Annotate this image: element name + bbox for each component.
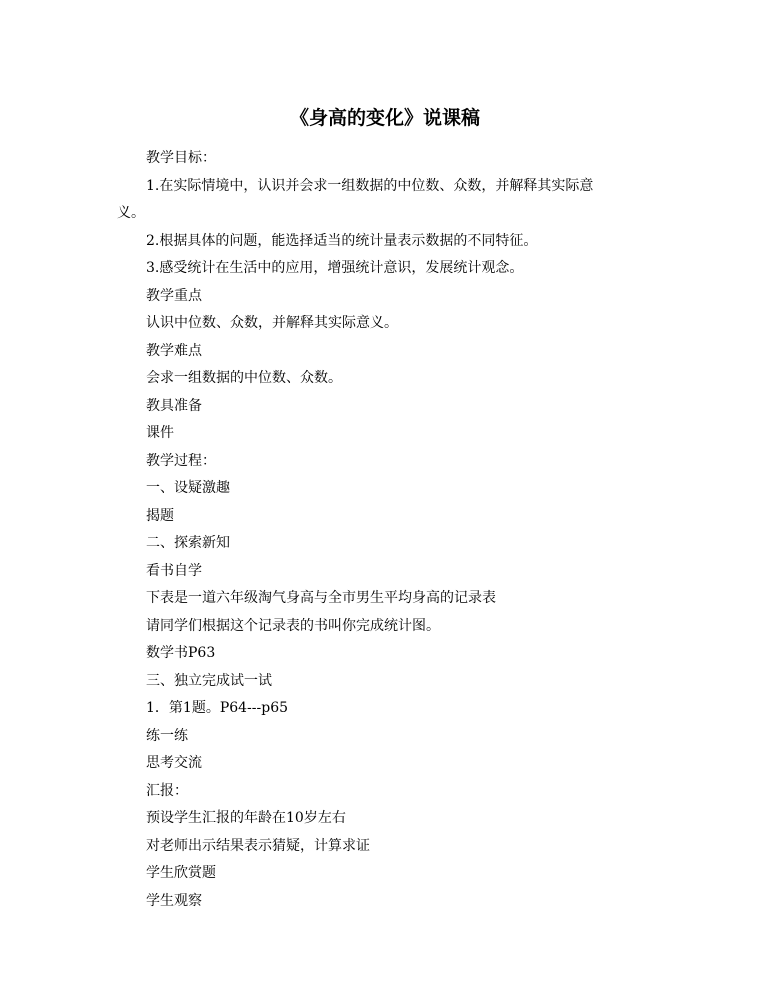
paragraph-line: 义。 (117, 205, 145, 221)
paragraph-line: 对老师出示结果表示猜疑，计算求证 (146, 837, 370, 854)
document-body (117, 145, 657, 915)
paragraph-line: 1.在实际情境中，认识并会求一组数据的中位数、众数，并解释其实际意 (146, 177, 594, 194)
paragraph-line: 学生欣赏题 (146, 865, 216, 881)
paragraph-line: 会求一组数据的中位数、众数。 (146, 370, 342, 386)
paragraph-line: 数学书P63 (146, 645, 216, 661)
paragraph-line: 下表是一道六年级淘气身高与全市男生平均身高的记录表 (146, 590, 496, 606)
paragraph-line: 三、独立完成试一试 (146, 672, 272, 689)
paragraph-line: 预设学生汇报的年龄在10岁左右 (146, 810, 346, 826)
paragraph-line: 教学难点 (146, 342, 202, 359)
paragraph-line: 思考交流 (146, 755, 202, 771)
paragraph-line: 1．第1题。P64---p65 (146, 700, 289, 716)
paragraph-line: 2.根据具体的问题，能选择适当的统计量表示数据的不同特征。 (146, 232, 538, 249)
paragraph-line: 请同学们根据这个记录表的书叫你完成统计图。 (146, 617, 440, 634)
paragraph-line: 教学过程： (146, 452, 216, 469)
paragraph-line: 课件 (146, 425, 174, 441)
paragraph-line: 3.感受统计在生活中的应用，增强统计意识，发展统计观念。 (146, 260, 524, 276)
paragraph-line: 认识中位数、众数，并解释其实际意义。 (146, 315, 398, 331)
paragraph-line: 汇报： (146, 782, 188, 799)
paragraph-line: 学生观察 (146, 892, 202, 909)
paragraph-line: 一、设疑激趣 (146, 480, 230, 496)
paragraph-line: 教具准备 (146, 397, 202, 414)
paragraph-line: 教学目标： (146, 150, 216, 166)
paragraph-line: 看书自学 (146, 562, 202, 579)
paragraph-line: 揭题 (146, 507, 174, 524)
paragraph-line: 二、探索新知 (146, 535, 230, 551)
paragraph-line: 练一练 (146, 727, 188, 744)
document-title: 《身高的变化》说课稿 (289, 107, 480, 129)
paragraph-line: 教学重点 (146, 287, 202, 304)
